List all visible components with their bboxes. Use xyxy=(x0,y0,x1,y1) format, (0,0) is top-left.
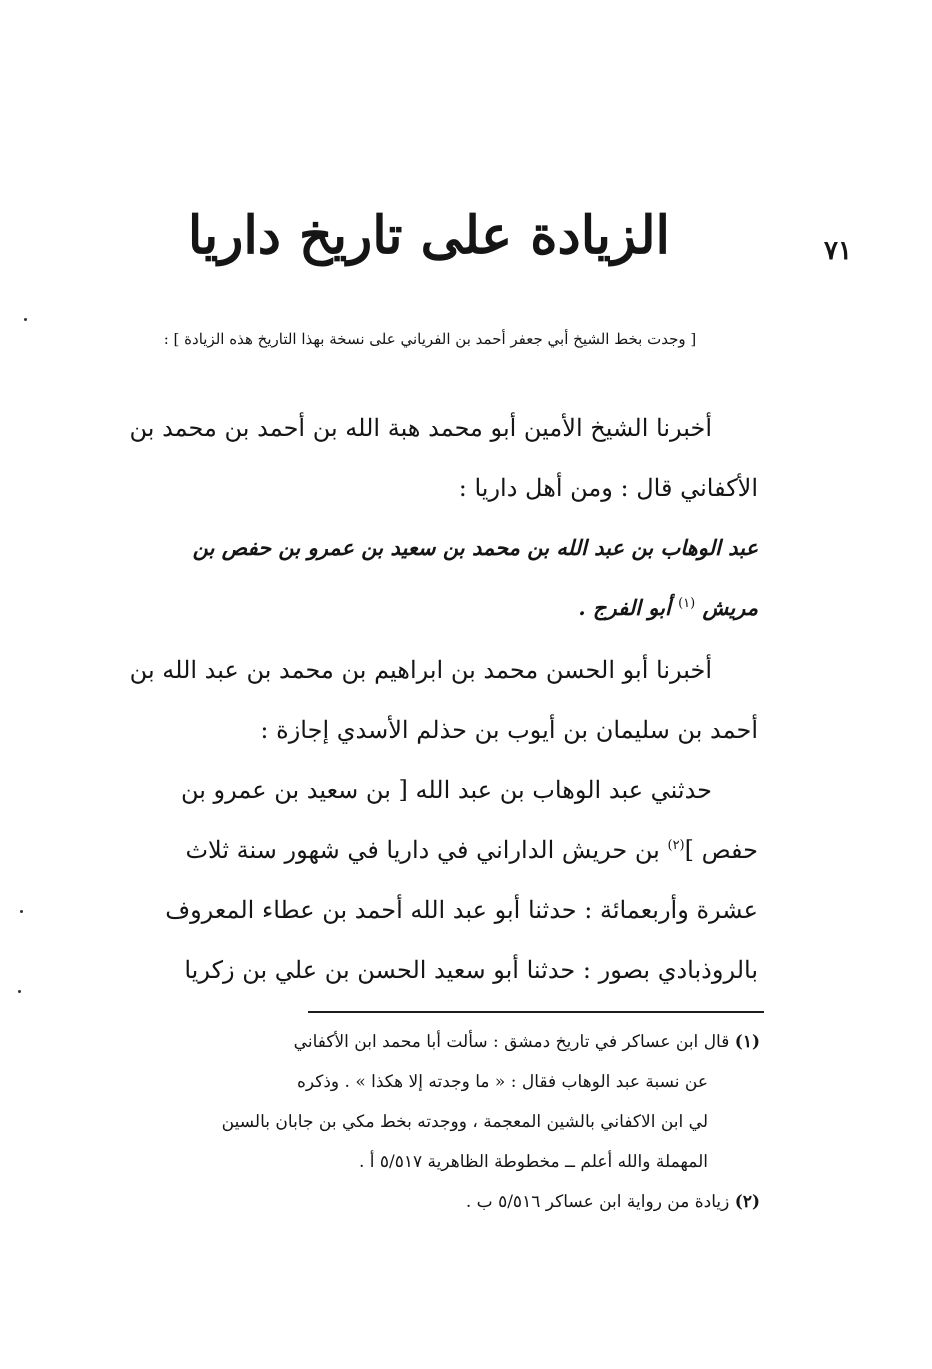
footnote-2 xyxy=(100,1182,760,1222)
entry-surname: مريش xyxy=(702,595,758,620)
footnote-2-line-1 xyxy=(100,1182,760,1222)
footnote-1-line-3: لي ابن الاكفاني بالشين المعجمة ، ووجدته بخط مكي بن جابان بالسين xyxy=(221,1112,708,1132)
chapter-title: الزيادة على تاريخ داريا xyxy=(187,205,670,266)
paragraph-3-line-1: حدثني عبد الوهاب بن عبد الله [ بن سعيد بن عمرو بن xyxy=(180,776,712,804)
entry-kunya: أبو الفرج . xyxy=(578,595,671,620)
footnote-1-line-1 xyxy=(100,1022,760,1062)
footnote-1-number: (١) xyxy=(734,1032,760,1052)
paragraph-3-line-2-start: حفص ] xyxy=(684,836,758,864)
paragraph-2 xyxy=(108,640,758,760)
footnote-1-line-4: المهملة والله أعلم ــ مخطوطة الظاهرية ٥/٥١٧ أ . xyxy=(358,1152,708,1172)
paragraph-3-line-2-end: بن حريش الداراني في داريا في شهور سنة ثلاث xyxy=(185,836,660,864)
footnote-1-line-2: عن نسبة عبد الوهاب فقال : « ما وجدته إلا هكذا » . وذكره xyxy=(296,1072,708,1092)
footnote-ref-1: (١) xyxy=(678,596,696,611)
entry-line-2 xyxy=(108,578,758,638)
intro-note: [ وجدت بخط الشيخ أبي جعفر أحمد بن الفرياني على نسخة بهذا التاريخ هذه الزيادة ] : xyxy=(163,330,697,348)
scan-speck xyxy=(18,990,21,993)
paragraph-1-line-2: الأكفاني قال : ومن أهل داريا : xyxy=(458,474,758,502)
scan-speck xyxy=(20,910,23,913)
footnotes xyxy=(100,1022,760,1222)
paragraph-3-line-3: عشرة وأربعمائة : حدثنا أبو عبد الله أحمد بن عطاء المعروف xyxy=(165,896,758,924)
footnote-ref-2: (٢) xyxy=(667,838,685,853)
paragraph-2-line-2: أحمد بن سليمان بن أيوب بن حذلم الأسدي إجازة : xyxy=(260,716,758,744)
paragraph-1 xyxy=(108,398,758,518)
footnote-2-text-1: زيادة من رواية ابن عساكر ٥/٥١٦ ب . xyxy=(465,1192,730,1212)
entry-line-1: عبد الوهاب بن عبد الله بن محمد بن سعيد بن عمرو بن حفص بن xyxy=(192,535,758,560)
paragraph-3 xyxy=(108,760,758,1000)
paragraph-1-line-1: أخبرنا الشيخ الأمين أبو محمد هبة الله بن أحمد بن محمد بن xyxy=(129,414,712,442)
paragraph-2-line-1: أخبرنا أبو الحسن محمد بن ابراهيم بن محمد بن عبد الله بن xyxy=(129,656,712,684)
footnote-2-number: (٢) xyxy=(734,1192,760,1212)
footnote-1-text-1: قال ابن عساكر في تاريخ دمشق : سألت أبا محمد ابن الأكفاني xyxy=(293,1032,730,1052)
paragraph-3-line-4: بالروذبادي بصور : حدثنا أبو سعيد الحسن بن علي بن زكريا xyxy=(184,956,758,984)
scan-speck xyxy=(24,318,27,321)
footnote-1 xyxy=(100,1022,760,1182)
page-number: ٧١ xyxy=(824,236,852,266)
biography-entry-name xyxy=(108,518,758,638)
footnote-separator xyxy=(308,1011,764,1013)
paragraph-3-line-2 xyxy=(108,820,758,880)
